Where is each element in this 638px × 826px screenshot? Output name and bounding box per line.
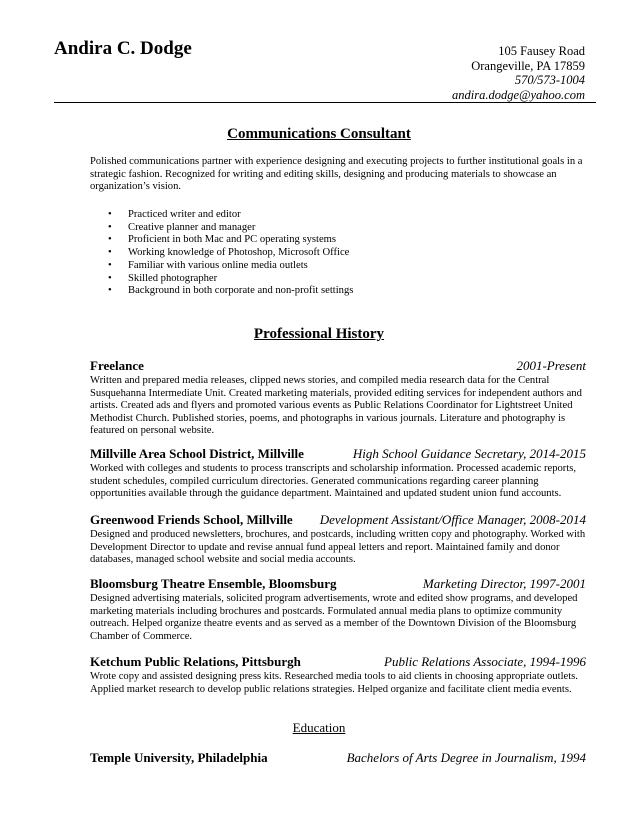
objective-heading: Communications Consultant <box>227 126 411 142</box>
job-company: Ketchum Public Relations, Pittsburgh <box>90 654 301 669</box>
email: andira.dodge@yahoo.com <box>451 87 585 102</box>
education-degree: Bachelors of Arts Degree in Journalism, 1994 <box>346 750 586 765</box>
job-entry <box>90 654 586 696</box>
header-rule <box>54 102 596 103</box>
education-school: Temple University, Philadelphia <box>90 750 268 765</box>
address-line-2: Orangeville, PA 17859 <box>471 58 585 73</box>
list-item: • Proficient in both Mac and PC operating systems <box>108 234 337 246</box>
job-description: Wrote copy and assisted designing press kits. Researched media tools to aid clients in choosing appropriate outlets. Applied market research to develop public relations strategies. Helped organize and facilitate client media events. <box>90 671 578 695</box>
list-item: • Working knowledge of Photoshop, Microsoft Office <box>108 247 350 259</box>
job-title: High School Guidance Secretary, 2014-2015 <box>352 446 586 461</box>
job-description: Written and prepared media releases, clipped news stories, and compiled media research data for the Central Susquehanna Intermediate Unit. Created marketing materials, provided editing services for independent authors and artists. Created ads and flyers and promoted various events as Public Relations Coordinator for Lightstreet United Methodist Church. Published stories, poems, and photographs in various journals. Literature and photography is featured on personal website. <box>90 375 582 437</box>
bullet-icon: • <box>108 234 112 246</box>
job-title: Public Relations Associate, 1994-1996 <box>384 654 586 669</box>
bullet-icon: • <box>108 285 112 297</box>
job-title: Marketing Director, 1997-2001 <box>422 576 586 591</box>
job-company: Bloomsburg Theatre Ensemble, Bloomsburg <box>90 576 337 591</box>
job-description: Worked with colleges and students to process transcripts and scholarship information. Processed academic reports, student schedules, compiled curriculum directories. Generated communications regarding career planning opportunities available through the guidance department. Maintained and updated student union fund accounts. <box>90 463 577 500</box>
bullet-icon: • <box>108 209 112 220</box>
bullet-icon: • <box>108 247 112 259</box>
list-item: • Skilled photographer <box>108 272 218 284</box>
job-entry <box>90 446 586 501</box>
summary-paragraph: Polished communications partner with experience designing and executing projects to further institutional goals in a strategic fashion. Recognized for writing and editing skills, designing and producing materials to showcase an organization’s vision. <box>90 156 583 193</box>
job-company: Greenwood Friends School, Millville <box>90 512 293 527</box>
skills-list <box>108 209 588 298</box>
education-entry <box>90 750 586 767</box>
phone: 570/573-1004 <box>514 73 585 88</box>
job-title: 2001-Present <box>516 358 586 373</box>
job-description: Designed advertising materials, solicited program advertisements, wrote and edited show programs, and developed marketing materials including brochures and postcards. Formulated annual media plans to optimize community outreach. Helped organize theatre events and as served as a member of the Downtown Division of the Bloomsburg Chamber of Commerce. <box>90 593 578 642</box>
job-company: Millville Area School District, Millville <box>90 446 304 461</box>
list-item: • Creative planner and manager <box>108 221 256 233</box>
history-heading: Professional History <box>253 326 385 342</box>
contact-block <box>452 44 585 102</box>
resume-name: Andira C. Dodge <box>54 38 192 59</box>
job-entry <box>90 358 586 438</box>
job-entry <box>90 512 586 567</box>
address-line-1: 105 Fausey Road <box>498 44 585 58</box>
job-entry <box>90 576 586 643</box>
job-company: Freelance <box>90 358 144 373</box>
bullet-icon: • <box>108 259 112 271</box>
list-item: • Familiar with various online media outlets <box>108 259 308 271</box>
list-item: • Background in both corporate and non-profit settings <box>108 285 354 297</box>
job-description: Designed and produced newsletters, brochures, and postcards, including written copy and photography. Worked with Development Director to update and revise annual fund appeal letters and report. Maintained family and donor databases, managed school website and social media accounts. <box>90 529 586 566</box>
list-item: • Practiced writer and editor <box>108 209 241 220</box>
job-title: Development Assistant/Office Manager, 2008-2014 <box>319 512 586 527</box>
bullet-icon: • <box>108 272 112 284</box>
education-heading: Education <box>292 720 346 735</box>
bullet-icon: • <box>108 221 112 233</box>
